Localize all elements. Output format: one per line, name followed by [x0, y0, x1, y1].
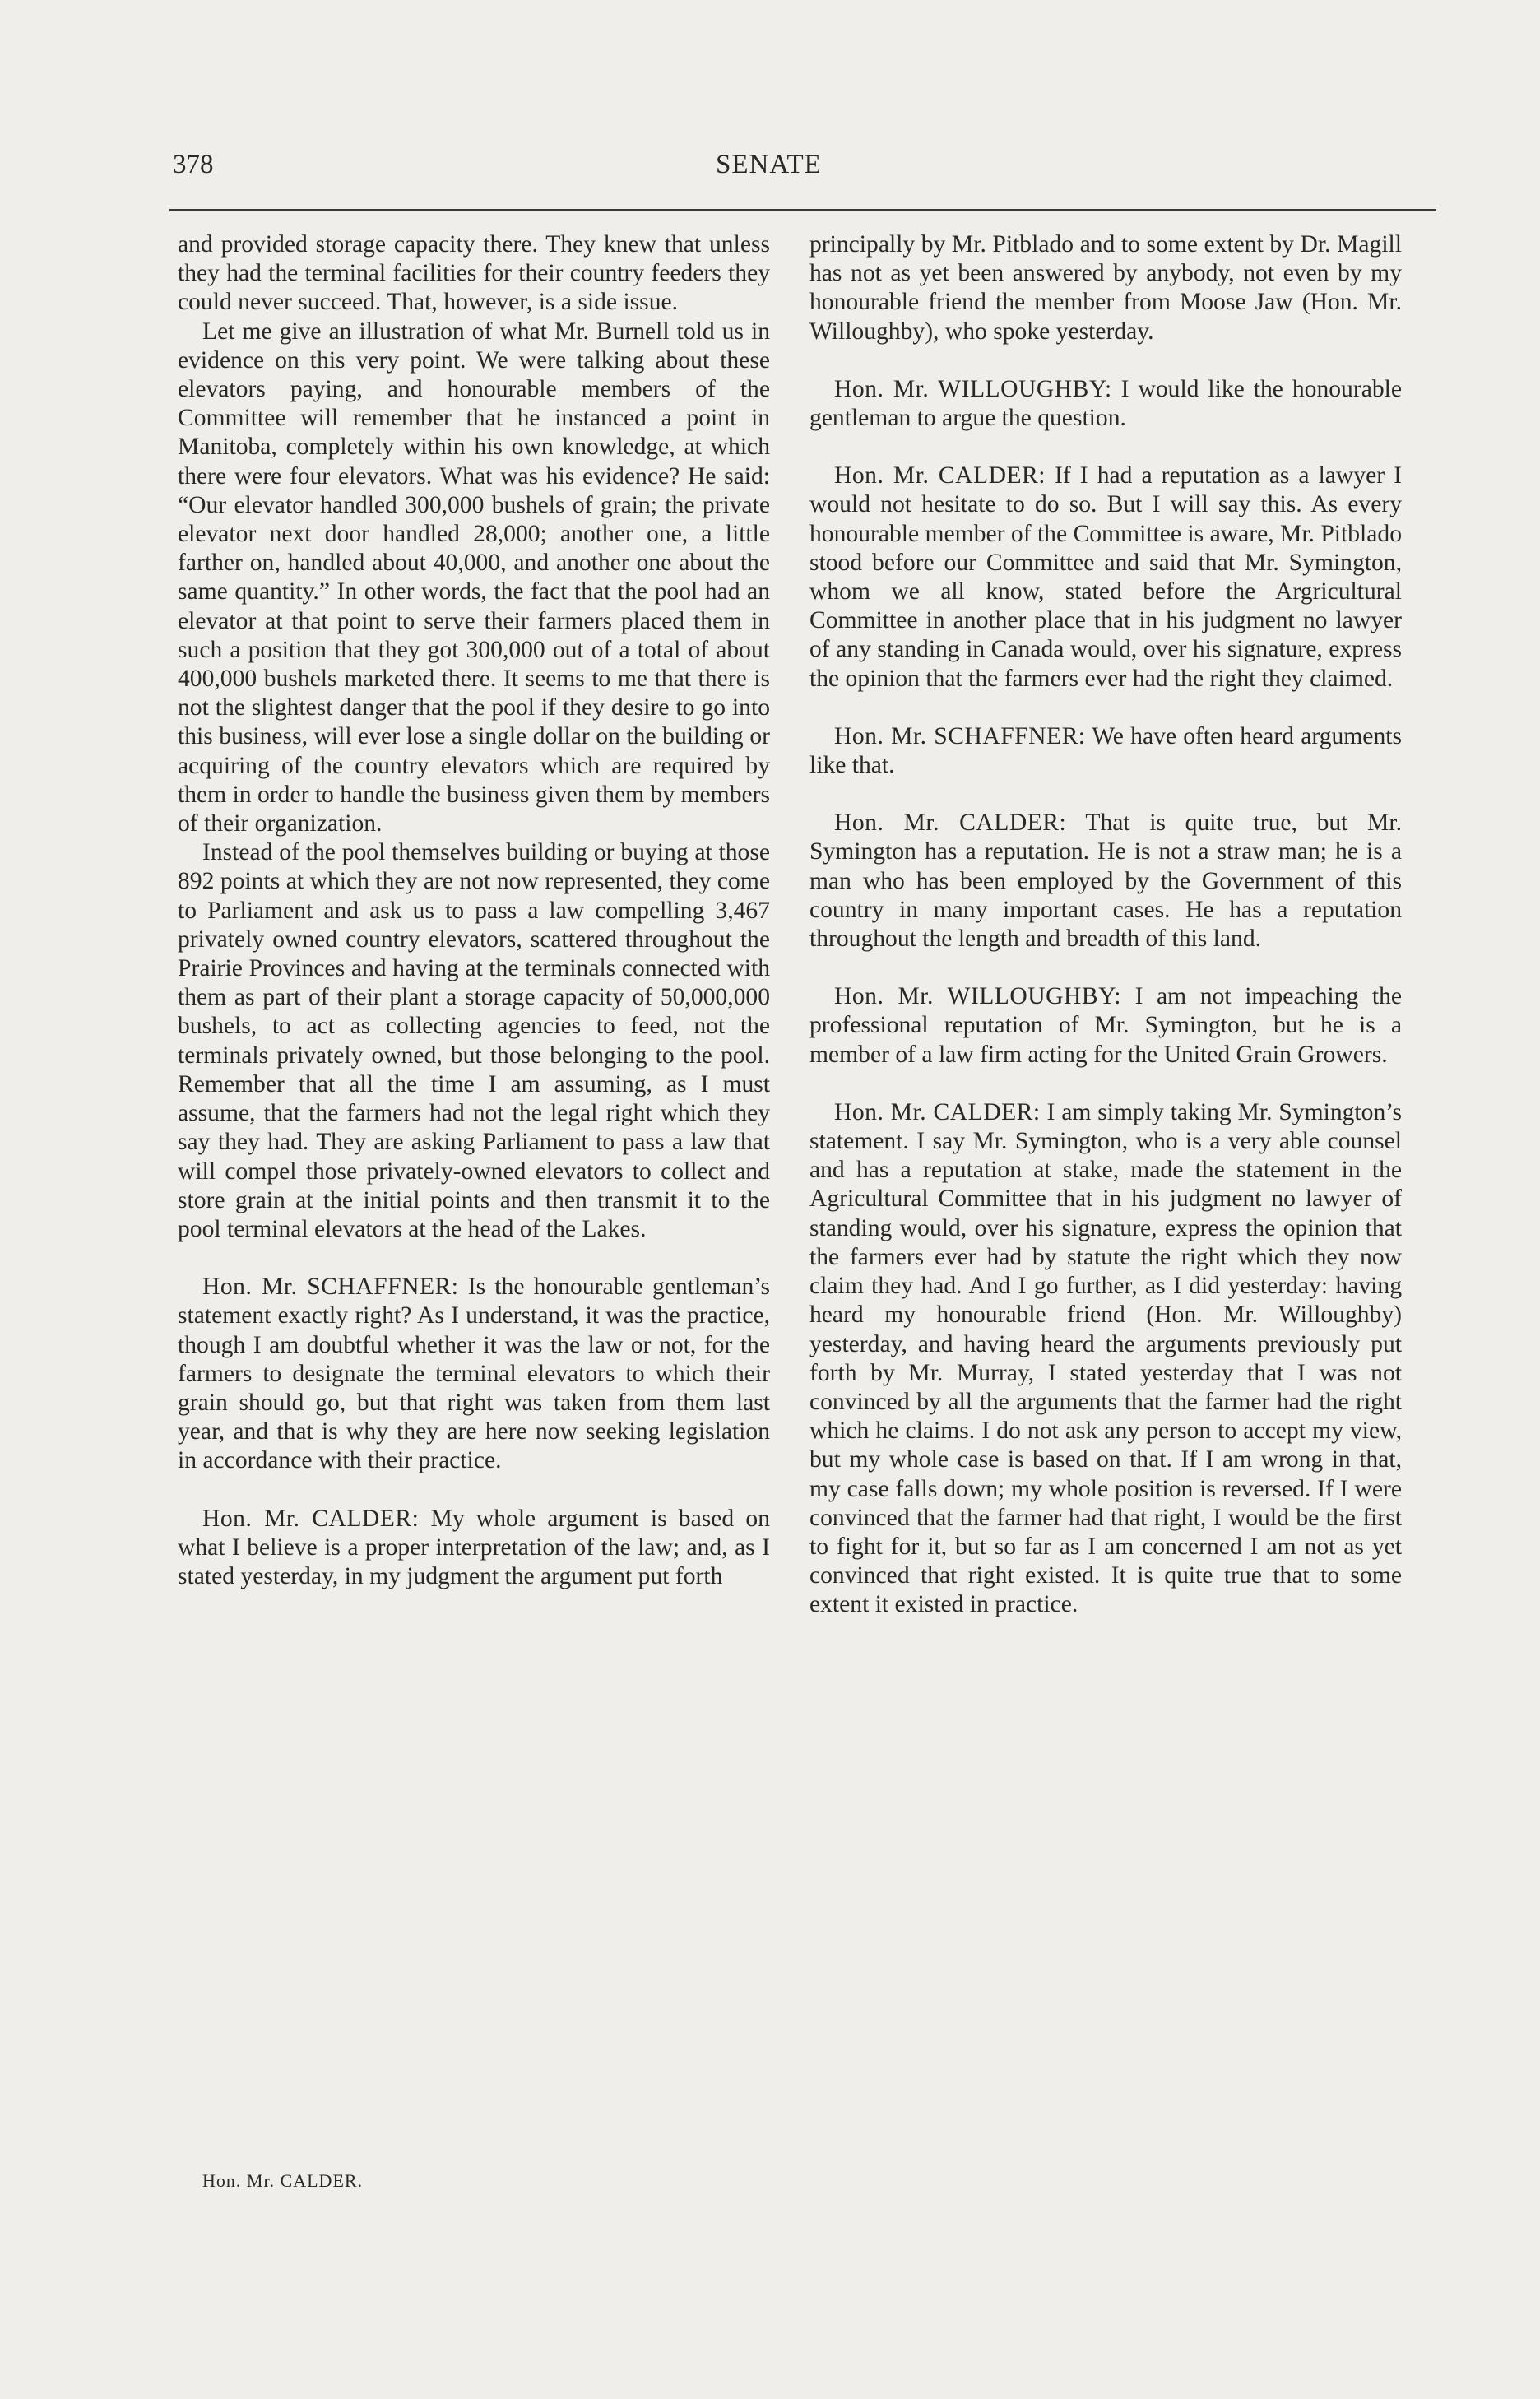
speech — [809, 809, 1402, 954]
speaker-name: Hon. Mr. SCHAFFNER: — [202, 1274, 459, 1301]
speech-text: That is quite true, but Mr. Symington has a reputation. He is not a straw man; he is a man who has been employed by the Government of this country in many important cases. He has a reputation throughout the length and breadth of this land. — [809, 810, 1402, 953]
speaker-name: Hon. Mr. CALDER: — [834, 462, 1046, 490]
header-rule — [169, 209, 1436, 211]
speech — [809, 462, 1402, 694]
paragraph: and provided storage capacity there. They knew that unless they had the terminal facilities for their country feeders they could never succeed. That, however, is a side issue. — [178, 231, 770, 316]
speaker-name: Hon. Mr. CALDER: — [834, 810, 1067, 837]
speaker-name: Hon. Mr. WILLOUGHBY: — [834, 375, 1112, 402]
speech — [809, 375, 1402, 433]
page-number: 378 — [173, 150, 214, 179]
speech-text: I would like the honourable gentleman to argue the question. — [809, 375, 1402, 432]
paragraph: Instead of the pool themselves building or buying at those 892 points at which they are not now represented, they come to Parliament and ask us to pass a law compelling 3,467 privately owned country elevators, scattered throughout the Prairie Provinces and having at the terminals connected with them as part of their plant a storage capacity of 50,000,000 bushels, to act as collecting agencies to feed, not the terminals privately owned, but those belonging to the pool. Remember that all the time I am assuming, as I must assume, that the farmers had not the legal right which they say they had. They are asking Parliament to pass a law that will compel those privately-owned elevators to collect and store grain at the initial points and then transmit it to the pool terminal elevators at the head of the Lakes. — [178, 839, 770, 1242]
speech-text: My whole argument is based on what I believe is a proper interpretation of the law; and, as I stated yesterday, in my judgment the argument put forth — [178, 1505, 770, 1589]
speech-text: I am simply taking Mr. Symington’s statement. I say Mr. Symington, who is a very able counsel and has a reputation at stake, made the statement in the Agricultural Committee that in his judgment no lawyer of standing would, over his signature, express the opinion that the farmers ever had by statute the right which they now claim they had. And I go further, as I did yesterday: having heard my honourable friend (Hon. Mr. Willoughby) yesterday, and having heard the arguments previously put forth by Mr. Murray, I stated yesterday that I was not convinced by all the arguments that the farmer had the right which he claims. I do not ask any person to accept my view, but my whole case is based on that. If I am wrong in that, my case falls down; my whole position is reversed. If I were convinced that the farmer had that right, I would be the first to fight for it, but so far as I am concerned I am not as yet convinced that right existed. It is quite true that to some extent it existed in practice. — [809, 1098, 1402, 1618]
paragraph: principally by Mr. Pitblado and to some extent by Dr. Magill has not as yet been answered by anybody, not even by my honourable friend the member from Moose Jaw (Hon. Mr. Willoughby), who spoke yesterday. — [809, 231, 1402, 345]
running-head: SENATE — [716, 150, 822, 179]
speaker-name: Hon. Mr. WILLOUGHBY: — [834, 983, 1121, 1010]
speech-text: If I had a reputation as a lawyer I would not hesitate to do so. But I will say this. As every honourable member of the Committee is aware, Mr. Pitblado stood before our Committee and said that Mr. Symington, whom we all know, stated before the Argricultural Committee in another place that in his judgment no lawyer of any standing in Canada would, over his signature, express the opinion that the farmers ever had the right they claimed. — [809, 462, 1402, 692]
speech — [178, 1273, 770, 1475]
speech — [809, 1098, 1402, 1620]
left-column — [178, 230, 770, 1591]
speaker-name: Hon. Mr. CALDER: — [834, 1098, 1041, 1125]
right-column — [809, 230, 1402, 1620]
speaker-name: Hon. Mr. CALDER: — [202, 1505, 420, 1532]
speech — [178, 1505, 770, 1592]
footer-speaker: Hon. Mr. CALDER. — [202, 2170, 364, 2191]
speech — [809, 982, 1402, 1070]
speech-text: We have often heard arguments like that. — [809, 722, 1402, 779]
speech-text: Is the honourable gentleman’s statement exactly right? As I understand, it was the practice, though I am doubtful whether it was the law or not, for the farmers to designate the terminal elevators to which their grain should go, but that right was taken from them last year, and that is why they are here now seeking legislation in accordance with their practice. — [178, 1274, 770, 1474]
speaker-name: Hon. Mr. SCHAFFNER: — [834, 722, 1086, 749]
speech — [809, 722, 1402, 780]
paragraph: Let me give an illustration of what Mr. Burnell told us in evidence on this very point. We were talking about these elevators paying, and honourable members of the Committee will remember that he instanced a point in Manitoba, completely within his own knowledge, at which there were four elevators. What was his evidence? He said: “Our elevator handled 300,000 bushels of grain; the private elevator next door handled 28,000; another one, a little farther on, handled about 40,000, and another one about the same quantity.” In other words, the fact that the pool had an elevator at that point to serve their farmers placed them in such a position that they got 300,000 out of a total of about 400,000 bushels marketed there. It seems to me that there is not the slightest danger that the pool if they desire to go into this business, will ever lose a single dollar on the building or acquiring of the country elevators which are required by them in order to handle the business given them by members of their organization. — [178, 318, 770, 838]
speech-text: I am not impeaching the professional reputation of Mr. Symington, but he is a member of a law firm acting for the United Grain Growers. — [809, 983, 1402, 1068]
